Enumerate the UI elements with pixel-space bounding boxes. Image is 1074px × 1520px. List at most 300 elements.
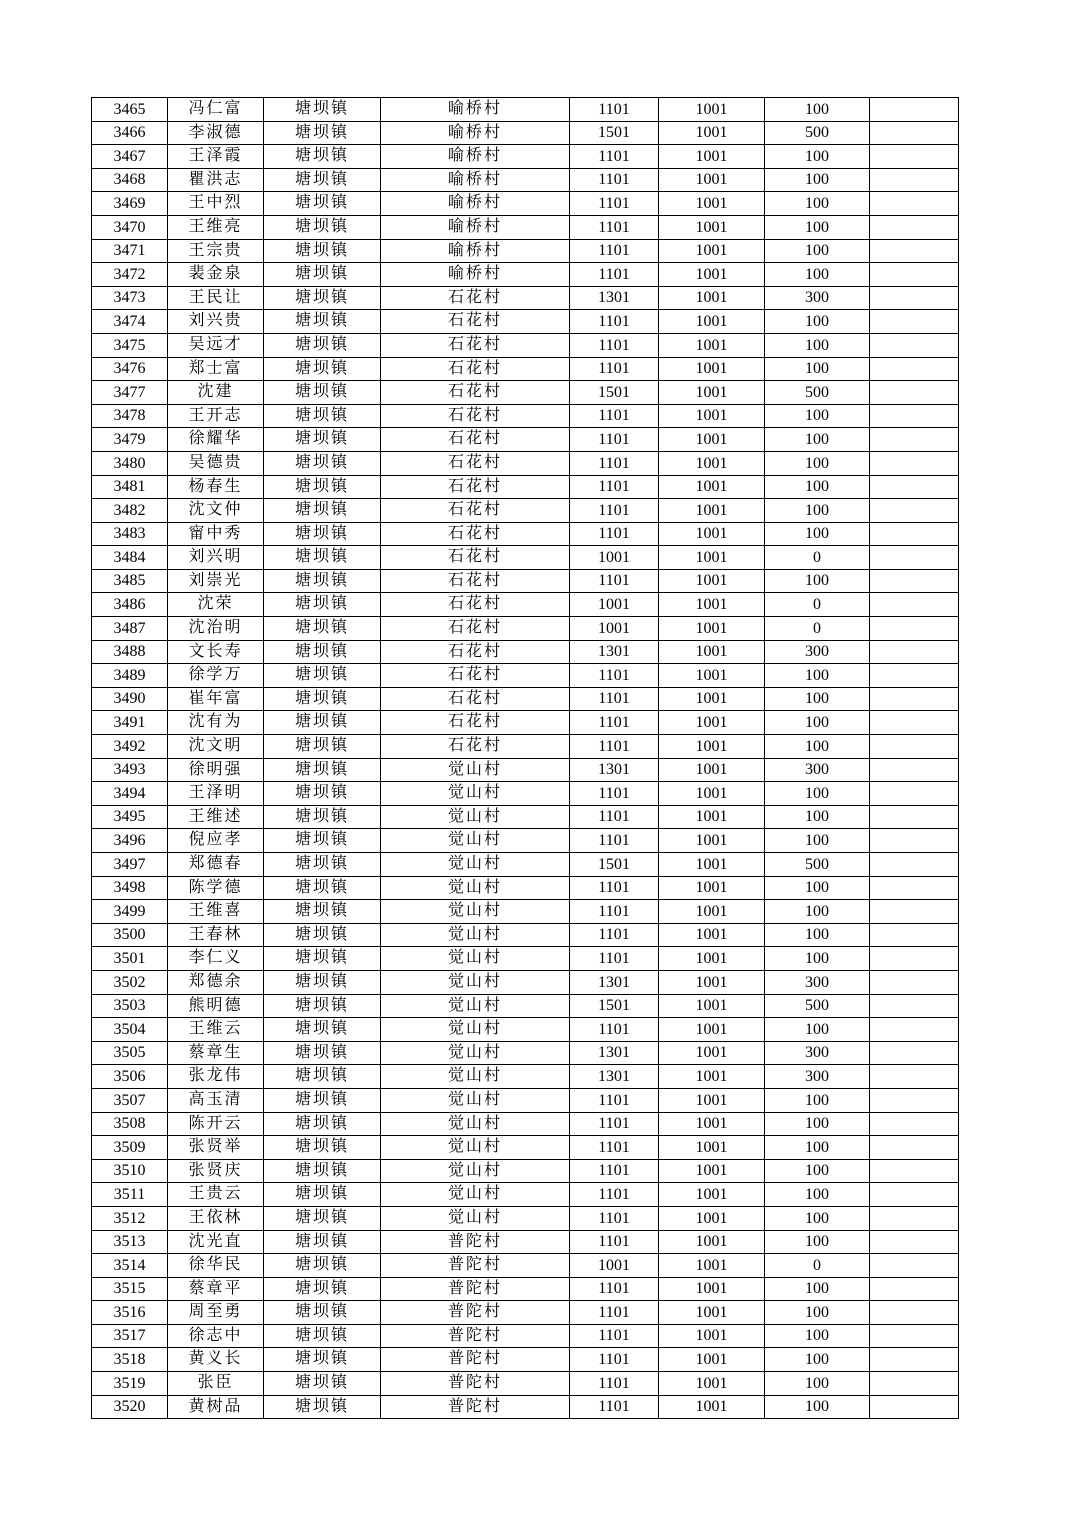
cell-village: 石花村 (381, 569, 570, 593)
cell-town: 塘坝镇 (264, 168, 381, 192)
cell-name: 徐志中 (168, 1324, 264, 1348)
table-row (92, 98, 959, 122)
cell-town: 塘坝镇 (264, 428, 381, 452)
cell-code-b: 1001 (659, 970, 765, 994)
cell-town: 塘坝镇 (264, 239, 381, 263)
cell-name: 沈光直 (168, 1230, 264, 1254)
cell-town: 塘坝镇 (264, 1277, 381, 1301)
cell-amount: 100 (765, 1088, 870, 1112)
cell-village: 石花村 (381, 640, 570, 664)
table-row (92, 569, 959, 593)
cell-remark (870, 1277, 959, 1301)
table-row (92, 617, 959, 641)
cell-town: 塘坝镇 (264, 664, 381, 688)
cell-code-a: 1101 (570, 333, 659, 357)
cell-amount: 100 (765, 735, 870, 759)
table-row (92, 1348, 959, 1372)
table-row (92, 145, 959, 169)
table-row (92, 758, 959, 782)
cell-town: 塘坝镇 (264, 947, 381, 971)
cell-number: 3474 (92, 310, 168, 334)
cell-village: 石花村 (381, 711, 570, 735)
cell-number: 3519 (92, 1372, 168, 1396)
cell-code-b: 1001 (659, 829, 765, 853)
table-row (92, 876, 959, 900)
cell-code-a: 1101 (570, 711, 659, 735)
cell-remark (870, 168, 959, 192)
cell-name: 吴远才 (168, 333, 264, 357)
cell-remark (870, 994, 959, 1018)
table-row (92, 1088, 959, 1112)
cell-number: 3507 (92, 1088, 168, 1112)
cell-amount: 100 (765, 1159, 870, 1183)
table-row (92, 1041, 959, 1065)
cell-code-a: 1101 (570, 263, 659, 287)
cell-village: 普陀村 (381, 1372, 570, 1396)
cell-amount: 100 (765, 947, 870, 971)
cell-number: 3484 (92, 546, 168, 570)
cell-amount: 100 (765, 900, 870, 924)
cell-village: 觉山村 (381, 1112, 570, 1136)
cell-code-a: 1101 (570, 475, 659, 499)
cell-remark (870, 617, 959, 641)
cell-number: 3509 (92, 1136, 168, 1160)
cell-town: 塘坝镇 (264, 853, 381, 877)
cell-code-b: 1001 (659, 1324, 765, 1348)
cell-code-a: 1101 (570, 735, 659, 759)
cell-remark (870, 900, 959, 924)
table-row (92, 499, 959, 523)
cell-village: 普陀村 (381, 1348, 570, 1372)
cell-name: 刘兴贵 (168, 310, 264, 334)
cell-village: 觉山村 (381, 853, 570, 877)
cell-code-b: 1001 (659, 522, 765, 546)
cell-number: 3481 (92, 475, 168, 499)
cell-amount: 300 (765, 286, 870, 310)
cell-number: 3490 (92, 687, 168, 711)
cell-village: 觉山村 (381, 994, 570, 1018)
cell-code-a: 1001 (570, 593, 659, 617)
cell-amount: 100 (765, 1112, 870, 1136)
table-row (92, 1324, 959, 1348)
cell-remark (870, 876, 959, 900)
cell-code-a: 1301 (570, 286, 659, 310)
cell-town: 塘坝镇 (264, 145, 381, 169)
cell-village: 石花村 (381, 735, 570, 759)
table-row (92, 1159, 959, 1183)
cell-name: 杨春生 (168, 475, 264, 499)
cell-town: 塘坝镇 (264, 1206, 381, 1230)
cell-code-a: 1101 (570, 239, 659, 263)
cell-amount: 0 (765, 593, 870, 617)
cell-remark (870, 381, 959, 405)
cell-amount: 100 (765, 239, 870, 263)
cell-name: 冯仁富 (168, 98, 264, 122)
cell-name: 徐华民 (168, 1254, 264, 1278)
cell-remark (870, 569, 959, 593)
table-row (92, 475, 959, 499)
table-row (92, 1395, 959, 1419)
table-row (92, 900, 959, 924)
cell-town: 塘坝镇 (264, 121, 381, 145)
cell-number: 3508 (92, 1112, 168, 1136)
cell-town: 塘坝镇 (264, 687, 381, 711)
cell-number: 3520 (92, 1395, 168, 1419)
cell-number: 3472 (92, 263, 168, 287)
cell-code-b: 1001 (659, 333, 765, 357)
table-row (92, 1277, 959, 1301)
cell-code-a: 1501 (570, 994, 659, 1018)
cell-town: 塘坝镇 (264, 1088, 381, 1112)
cell-code-b: 1001 (659, 404, 765, 428)
cell-remark (870, 782, 959, 806)
cell-number: 3504 (92, 1018, 168, 1042)
table-row (92, 1254, 959, 1278)
cell-number: 3496 (92, 829, 168, 853)
cell-code-b: 1001 (659, 121, 765, 145)
cell-village: 觉山村 (381, 1088, 570, 1112)
cell-code-b: 1001 (659, 782, 765, 806)
cell-amount: 100 (765, 1372, 870, 1396)
cell-code-a: 1101 (570, 310, 659, 334)
table-row (92, 923, 959, 947)
cell-village: 普陀村 (381, 1230, 570, 1254)
cell-code-a: 1101 (570, 1230, 659, 1254)
cell-town: 塘坝镇 (264, 1041, 381, 1065)
cell-amount: 500 (765, 381, 870, 405)
cell-name: 黄树品 (168, 1395, 264, 1419)
cell-village: 石花村 (381, 593, 570, 617)
cell-code-b: 1001 (659, 1136, 765, 1160)
cell-town: 塘坝镇 (264, 263, 381, 287)
cell-code-a: 1101 (570, 1348, 659, 1372)
cell-name: 倪应孝 (168, 829, 264, 853)
table-row (92, 286, 959, 310)
cell-village: 喻桥村 (381, 192, 570, 216)
cell-name: 沈荣 (168, 593, 264, 617)
table-row (92, 711, 959, 735)
cell-name: 沈有为 (168, 711, 264, 735)
data-table (91, 97, 959, 1419)
cell-code-b: 1001 (659, 381, 765, 405)
cell-remark (870, 1301, 959, 1325)
cell-town: 塘坝镇 (264, 546, 381, 570)
cell-number: 3506 (92, 1065, 168, 1089)
cell-village: 觉山村 (381, 1065, 570, 1089)
cell-name: 郑士富 (168, 357, 264, 381)
cell-number: 3489 (92, 664, 168, 688)
cell-village: 石花村 (381, 404, 570, 428)
cell-amount: 100 (765, 145, 870, 169)
cell-name: 沈文仲 (168, 499, 264, 523)
cell-name: 王开志 (168, 404, 264, 428)
cell-town: 塘坝镇 (264, 381, 381, 405)
table-row (92, 192, 959, 216)
cell-remark (870, 1230, 959, 1254)
cell-number: 3497 (92, 853, 168, 877)
cell-number: 3505 (92, 1041, 168, 1065)
cell-town: 塘坝镇 (264, 829, 381, 853)
table-row (92, 970, 959, 994)
cell-town: 塘坝镇 (264, 1230, 381, 1254)
cell-village: 觉山村 (381, 1206, 570, 1230)
table-row (92, 947, 959, 971)
cell-amount: 100 (765, 1348, 870, 1372)
cell-village: 觉山村 (381, 900, 570, 924)
cell-amount: 100 (765, 829, 870, 853)
cell-remark (870, 758, 959, 782)
cell-code-b: 1001 (659, 876, 765, 900)
table-row (92, 546, 959, 570)
cell-name: 陈开云 (168, 1112, 264, 1136)
cell-code-b: 1001 (659, 1112, 765, 1136)
cell-name: 王维喜 (168, 900, 264, 924)
cell-number: 3501 (92, 947, 168, 971)
cell-remark (870, 192, 959, 216)
cell-code-a: 1101 (570, 168, 659, 192)
cell-village: 石花村 (381, 499, 570, 523)
cell-town: 塘坝镇 (264, 617, 381, 641)
cell-village: 石花村 (381, 475, 570, 499)
cell-number: 3469 (92, 192, 168, 216)
cell-name: 王宗贵 (168, 239, 264, 263)
cell-code-a: 1101 (570, 947, 659, 971)
cell-amount: 100 (765, 1301, 870, 1325)
cell-code-b: 1001 (659, 499, 765, 523)
cell-code-a: 1101 (570, 1183, 659, 1207)
cell-number: 3492 (92, 735, 168, 759)
cell-remark (870, 664, 959, 688)
cell-town: 塘坝镇 (264, 1136, 381, 1160)
cell-number: 3480 (92, 451, 168, 475)
cell-code-a: 1101 (570, 782, 659, 806)
cell-code-a: 1101 (570, 145, 659, 169)
cell-number: 3465 (92, 98, 168, 122)
cell-remark (870, 711, 959, 735)
cell-amount: 0 (765, 617, 870, 641)
cell-code-a: 1101 (570, 923, 659, 947)
cell-name: 瞿洪志 (168, 168, 264, 192)
cell-name: 徐明强 (168, 758, 264, 782)
cell-town: 塘坝镇 (264, 1159, 381, 1183)
cell-amount: 100 (765, 215, 870, 239)
cell-code-a: 1101 (570, 451, 659, 475)
cell-town: 塘坝镇 (264, 499, 381, 523)
cell-number: 3502 (92, 970, 168, 994)
cell-remark (870, 640, 959, 664)
cell-remark (870, 687, 959, 711)
cell-code-a: 1501 (570, 381, 659, 405)
cell-code-a: 1101 (570, 900, 659, 924)
cell-remark (870, 310, 959, 334)
cell-code-b: 1001 (659, 1301, 765, 1325)
cell-code-b: 1001 (659, 593, 765, 617)
cell-name: 张臣 (168, 1372, 264, 1396)
cell-code-a: 1501 (570, 853, 659, 877)
cell-code-b: 1001 (659, 428, 765, 452)
cell-town: 塘坝镇 (264, 1395, 381, 1419)
cell-code-b: 1001 (659, 475, 765, 499)
cell-code-b: 1001 (659, 451, 765, 475)
table-row (92, 593, 959, 617)
cell-amount: 100 (765, 876, 870, 900)
cell-town: 塘坝镇 (264, 1183, 381, 1207)
cell-name: 蔡章平 (168, 1277, 264, 1301)
cell-number: 3517 (92, 1324, 168, 1348)
table-row (92, 381, 959, 405)
cell-code-a: 1001 (570, 617, 659, 641)
cell-remark (870, 475, 959, 499)
cell-amount: 100 (765, 687, 870, 711)
cell-code-a: 1101 (570, 876, 659, 900)
cell-village: 喻桥村 (381, 98, 570, 122)
cell-remark (870, 1348, 959, 1372)
cell-amount: 300 (765, 640, 870, 664)
cell-name: 高玉清 (168, 1088, 264, 1112)
cell-code-b: 1001 (659, 947, 765, 971)
cell-name: 王泽霞 (168, 145, 264, 169)
cell-village: 喻桥村 (381, 215, 570, 239)
cell-name: 张贤举 (168, 1136, 264, 1160)
cell-town: 塘坝镇 (264, 1065, 381, 1089)
cell-number: 3500 (92, 923, 168, 947)
cell-name: 裴金泉 (168, 263, 264, 287)
cell-town: 塘坝镇 (264, 900, 381, 924)
cell-code-b: 1001 (659, 1183, 765, 1207)
cell-village: 石花村 (381, 617, 570, 641)
cell-code-a: 1001 (570, 1254, 659, 1278)
cell-amount: 100 (765, 711, 870, 735)
cell-amount: 100 (765, 168, 870, 192)
cell-code-a: 1101 (570, 1159, 659, 1183)
cell-name: 沈文明 (168, 735, 264, 759)
table-row (92, 428, 959, 452)
cell-code-a: 1101 (570, 687, 659, 711)
cell-village: 觉山村 (381, 829, 570, 853)
cell-code-a: 1301 (570, 640, 659, 664)
cell-village: 觉山村 (381, 947, 570, 971)
cell-town: 塘坝镇 (264, 758, 381, 782)
cell-remark (870, 735, 959, 759)
cell-number: 3467 (92, 145, 168, 169)
cell-code-a: 1101 (570, 1395, 659, 1419)
cell-code-a: 1101 (570, 499, 659, 523)
table-row (92, 404, 959, 428)
cell-amount: 100 (765, 404, 870, 428)
table-row (92, 310, 959, 334)
cell-village: 喻桥村 (381, 121, 570, 145)
cell-code-b: 1001 (659, 1159, 765, 1183)
cell-code-b: 1001 (659, 994, 765, 1018)
cell-code-a: 1101 (570, 1277, 659, 1301)
cell-name: 王维云 (168, 1018, 264, 1042)
cell-code-a: 1101 (570, 1088, 659, 1112)
cell-town: 塘坝镇 (264, 1301, 381, 1325)
cell-number: 3513 (92, 1230, 168, 1254)
cell-name: 黄义长 (168, 1348, 264, 1372)
cell-code-b: 1001 (659, 687, 765, 711)
cell-number: 3473 (92, 286, 168, 310)
cell-number: 3482 (92, 499, 168, 523)
cell-remark (870, 970, 959, 994)
cell-code-a: 1101 (570, 1018, 659, 1042)
cell-number: 3495 (92, 805, 168, 829)
cell-code-a: 1101 (570, 522, 659, 546)
cell-remark (870, 805, 959, 829)
cell-code-b: 1001 (659, 1065, 765, 1089)
cell-number: 3478 (92, 404, 168, 428)
cell-remark (870, 1041, 959, 1065)
cell-number: 3486 (92, 593, 168, 617)
cell-village: 普陀村 (381, 1301, 570, 1325)
cell-village: 普陀村 (381, 1395, 570, 1419)
cell-remark (870, 263, 959, 287)
cell-code-a: 1101 (570, 215, 659, 239)
cell-name: 吴德贵 (168, 451, 264, 475)
cell-name: 刘兴明 (168, 546, 264, 570)
cell-code-a: 1301 (570, 758, 659, 782)
cell-number: 3511 (92, 1183, 168, 1207)
table-row (92, 357, 959, 381)
cell-number: 3494 (92, 782, 168, 806)
cell-remark (870, 1065, 959, 1089)
cell-remark (870, 1372, 959, 1396)
cell-code-b: 1001 (659, 805, 765, 829)
cell-town: 塘坝镇 (264, 994, 381, 1018)
cell-amount: 100 (765, 451, 870, 475)
cell-remark (870, 1159, 959, 1183)
cell-code-b: 1001 (659, 1206, 765, 1230)
cell-amount: 100 (765, 499, 870, 523)
cell-village: 觉山村 (381, 782, 570, 806)
cell-code-b: 1001 (659, 735, 765, 759)
cell-code-b: 1001 (659, 640, 765, 664)
cell-amount: 100 (765, 263, 870, 287)
cell-town: 塘坝镇 (264, 1372, 381, 1396)
cell-name: 刘崇光 (168, 569, 264, 593)
cell-number: 3498 (92, 876, 168, 900)
cell-village: 觉山村 (381, 1136, 570, 1160)
cell-name: 王春林 (168, 923, 264, 947)
cell-code-a: 1101 (570, 98, 659, 122)
cell-town: 塘坝镇 (264, 876, 381, 900)
cell-code-a: 1301 (570, 970, 659, 994)
cell-code-b: 1001 (659, 357, 765, 381)
cell-name: 李淑德 (168, 121, 264, 145)
cell-amount: 300 (765, 758, 870, 782)
cell-name: 甯中秀 (168, 522, 264, 546)
cell-code-b: 1001 (659, 1372, 765, 1396)
cell-code-b: 1001 (659, 310, 765, 334)
cell-town: 塘坝镇 (264, 711, 381, 735)
cell-number: 3515 (92, 1277, 168, 1301)
table-row (92, 829, 959, 853)
cell-number: 3510 (92, 1159, 168, 1183)
cell-code-b: 1001 (659, 1348, 765, 1372)
cell-number: 3468 (92, 168, 168, 192)
cell-remark (870, 428, 959, 452)
table-row (92, 333, 959, 357)
cell-amount: 100 (765, 1183, 870, 1207)
cell-remark (870, 333, 959, 357)
cell-number: 3477 (92, 381, 168, 405)
cell-remark (870, 1395, 959, 1419)
cell-name: 周至勇 (168, 1301, 264, 1325)
cell-number: 3503 (92, 994, 168, 1018)
cell-code-b: 1001 (659, 900, 765, 924)
cell-number: 3470 (92, 215, 168, 239)
cell-remark (870, 286, 959, 310)
